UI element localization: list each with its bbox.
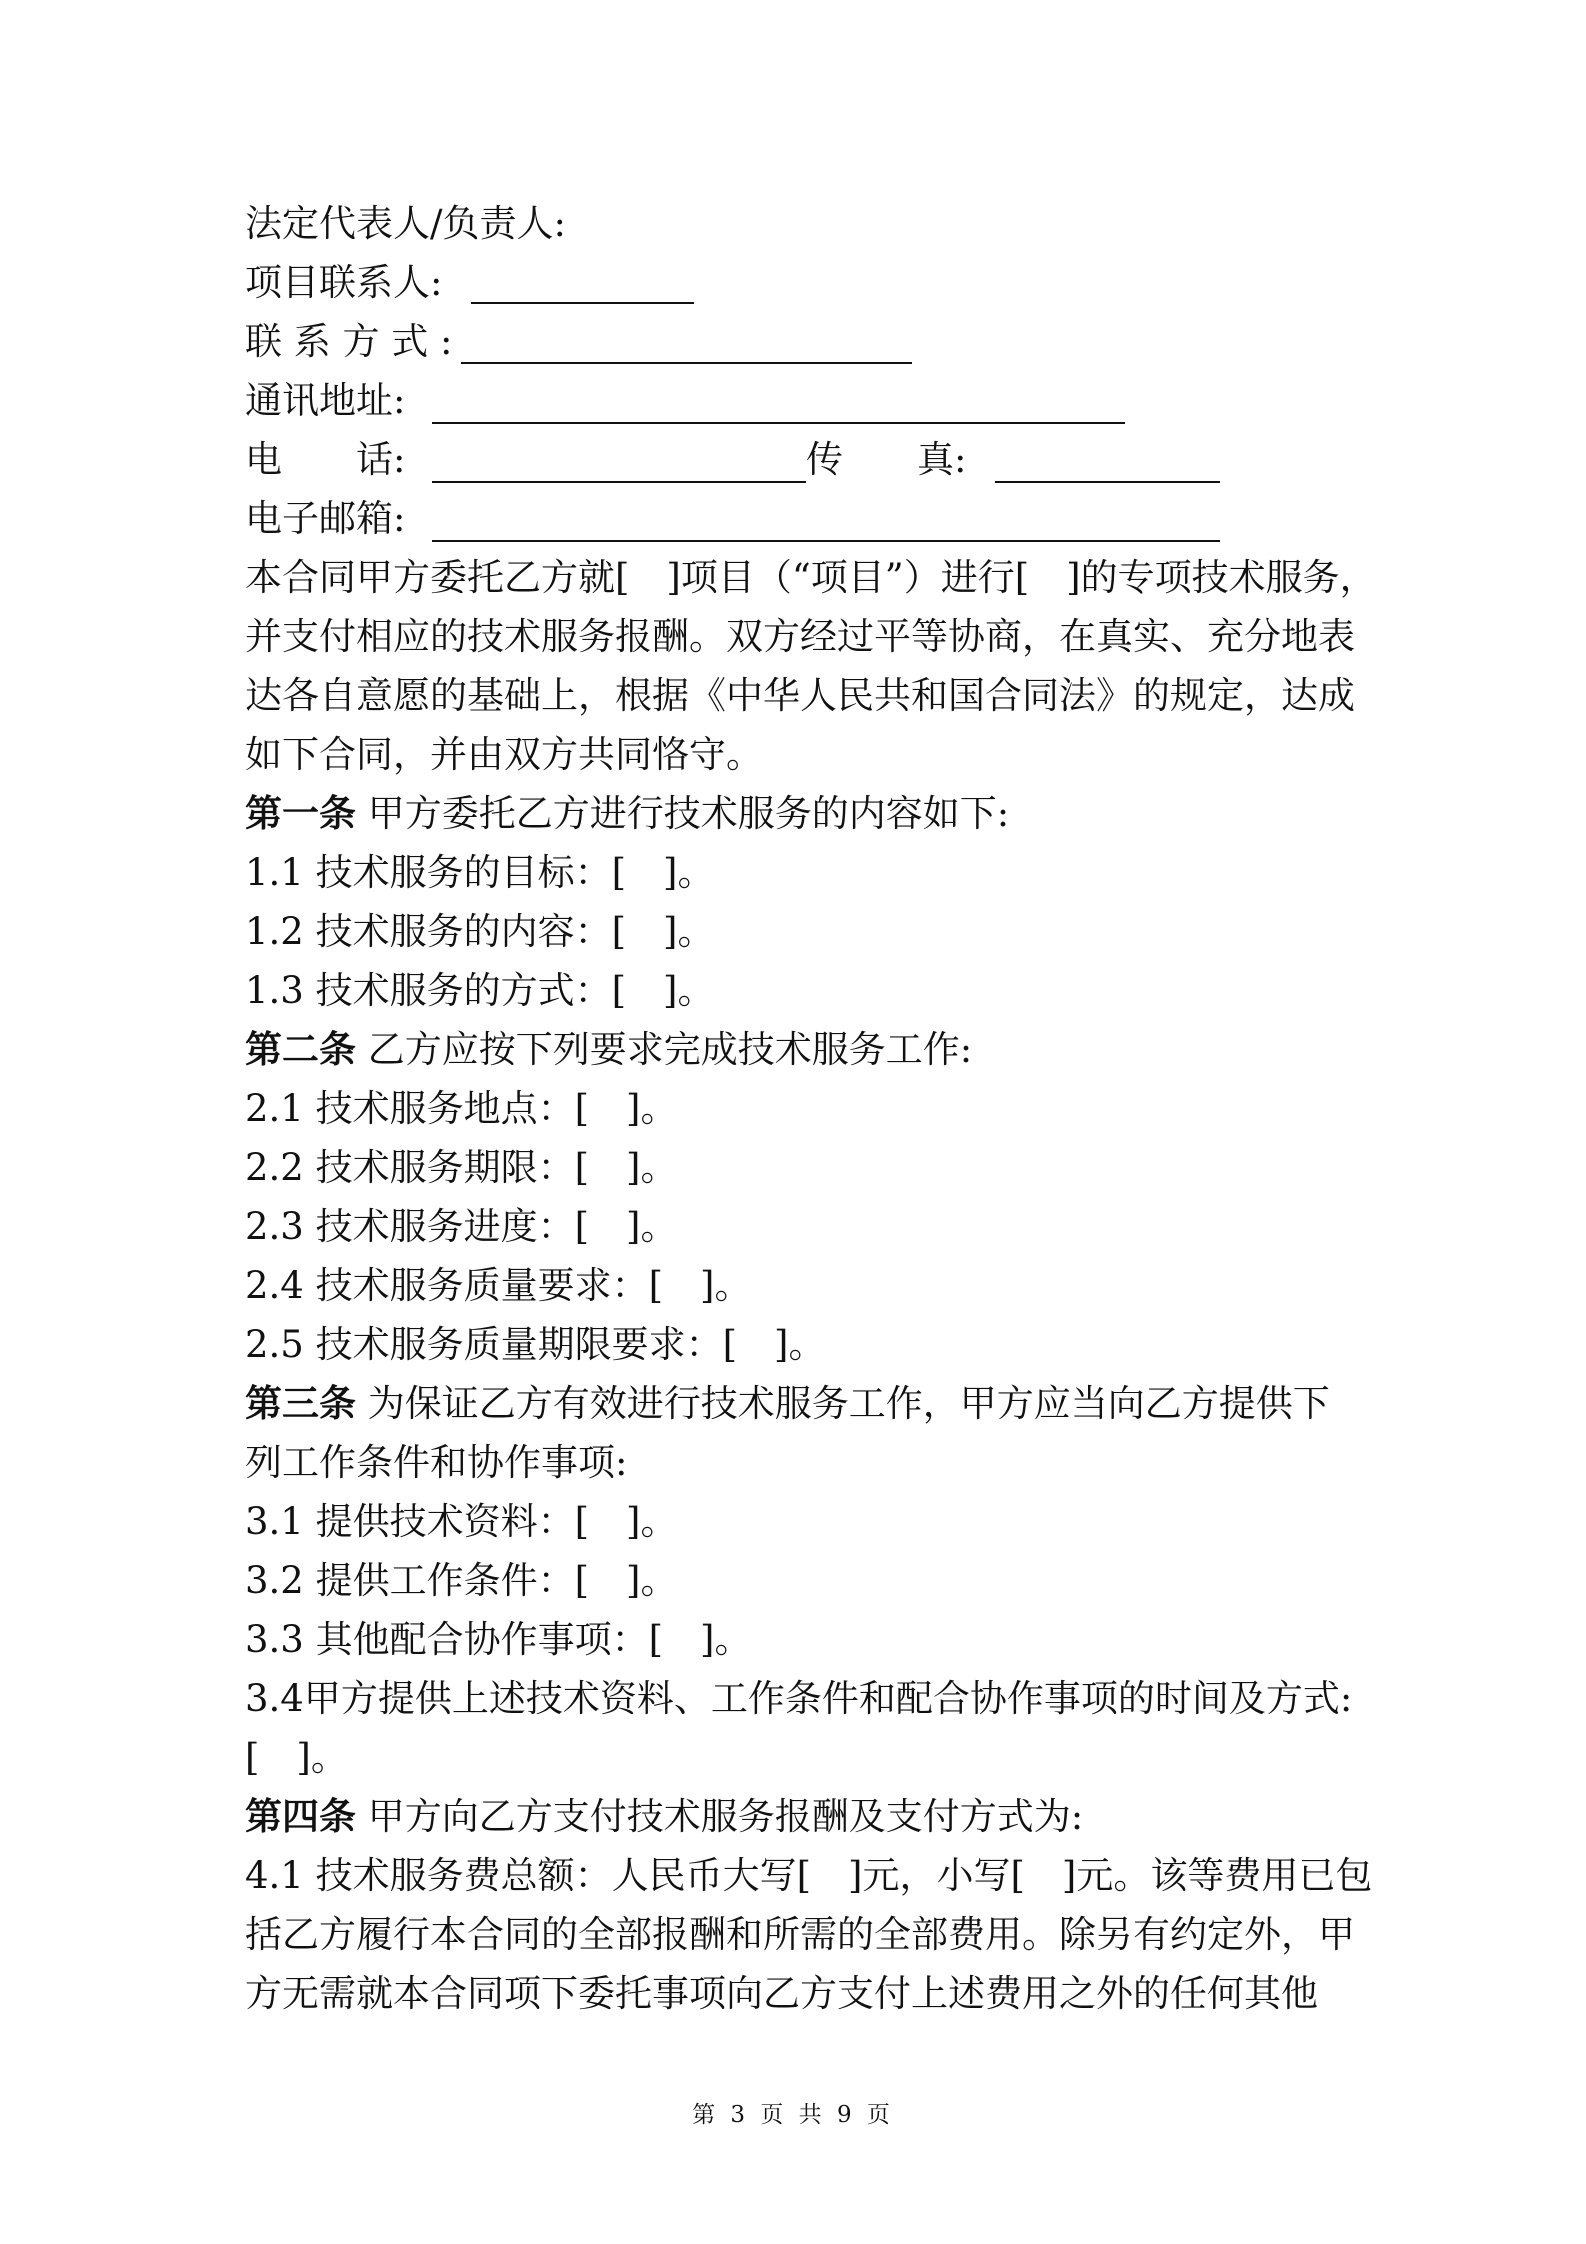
legal-rep-label: 法定代表人/负责人: [245, 202, 566, 245]
clause-item: [ ]。 [245, 1736, 348, 1779]
intro-line: 本合同甲方委托乙方就[ ]项目（“项目”）进行[ ]的专项技术服务， [245, 556, 1377, 599]
article-3-heading-cont: 列工作条件和协作事项: [245, 1441, 628, 1484]
intro-line: 并支付相应的技术服务报酬。双方经过平等协商，在真实、充分地表 [245, 615, 1355, 658]
clause-item: 3.2 提供工作条件：[ ]。 [245, 1559, 678, 1602]
article-number: 第二条 [245, 1027, 356, 1071]
fax-label: 传 真: [806, 438, 967, 481]
fax-field[interactable] [995, 481, 1220, 483]
contact-method-field[interactable] [461, 362, 912, 364]
clause-item: 2.4 技术服务质量要求：[ ]。 [245, 1264, 752, 1307]
clause-item: 2.2 技术服务期限：[ ]。 [245, 1146, 678, 1189]
address-label: 通讯地址: [245, 379, 406, 422]
article-number: 第一条 [245, 791, 356, 835]
contact-person-label: 项目联系人: [245, 261, 443, 304]
intro-line: 如下合同，并由双方共同恪守。 [245, 733, 763, 776]
page-number-footer: 第 3 页 共 9 页 [692, 2102, 894, 2128]
article-number: 第三条 [245, 1381, 356, 1425]
article-text: 甲方委托乙方进行技术服务的内容如下: [356, 792, 1010, 835]
clause-item: 3.4甲方提供上述技术资料、工作条件和配合协作事项的时间及方式: [245, 1677, 1353, 1720]
intro-line: 达各自意愿的基础上，根据《中华人民共和国合同法》的规定，达成 [245, 674, 1355, 717]
article-4-heading [245, 1787, 1083, 1846]
clause-item: 2.1 技术服务地点：[ ]。 [245, 1087, 678, 1130]
article-text: 为保证乙方有效进行技术服务工作，甲方应当向乙方提供下 [356, 1382, 1330, 1425]
clause-line: 4.1 技术服务费总额：人民币大写[ ]元，小写[ ]元。该等费用已包 [245, 1854, 1373, 1897]
article-2-heading [245, 1020, 972, 1079]
clause-item: 1.3 技术服务的方式：[ ]。 [245, 969, 715, 1012]
article-text: 甲方向乙方支付技术服务报酬及支付方式为: [356, 1795, 1084, 1838]
phone-field[interactable] [432, 481, 806, 483]
email-label: 电子邮箱: [245, 497, 406, 540]
clause-item: 2.5 技术服务质量期限要求：[ ]。 [245, 1323, 826, 1366]
clause-line: 方无需就本合同项下委托事项向乙方支付上述费用之外的任何其他 [245, 1972, 1318, 2015]
clause-item: 2.3 技术服务进度：[ ]。 [245, 1205, 678, 1248]
clause-item: 3.1 提供技术资料：[ ]。 [245, 1500, 678, 1543]
contact-method-label: 联 系 方 式 : [245, 320, 453, 363]
article-number: 第四条 [245, 1794, 356, 1838]
clause-line: 括乙方履行本合同的全部报酬和所需的全部费用。除另有约定外，甲 [245, 1913, 1355, 1956]
email-field[interactable] [432, 540, 1220, 542]
clause-item: 3.3 其他配合协作事项：[ ]。 [245, 1618, 752, 1661]
article-3-heading [245, 1374, 1330, 1433]
clause-item: 1.2 技术服务的内容：[ ]。 [245, 910, 715, 953]
article-1-heading [245, 784, 1009, 843]
clause-item: 1.1 技术服务的目标：[ ]。 [245, 851, 715, 894]
article-text: 乙方应按下列要求完成技术服务工作: [356, 1028, 973, 1071]
address-field[interactable] [432, 422, 1125, 424]
contact-person-field[interactable] [471, 302, 694, 304]
phone-label: 电 话: [245, 438, 406, 481]
